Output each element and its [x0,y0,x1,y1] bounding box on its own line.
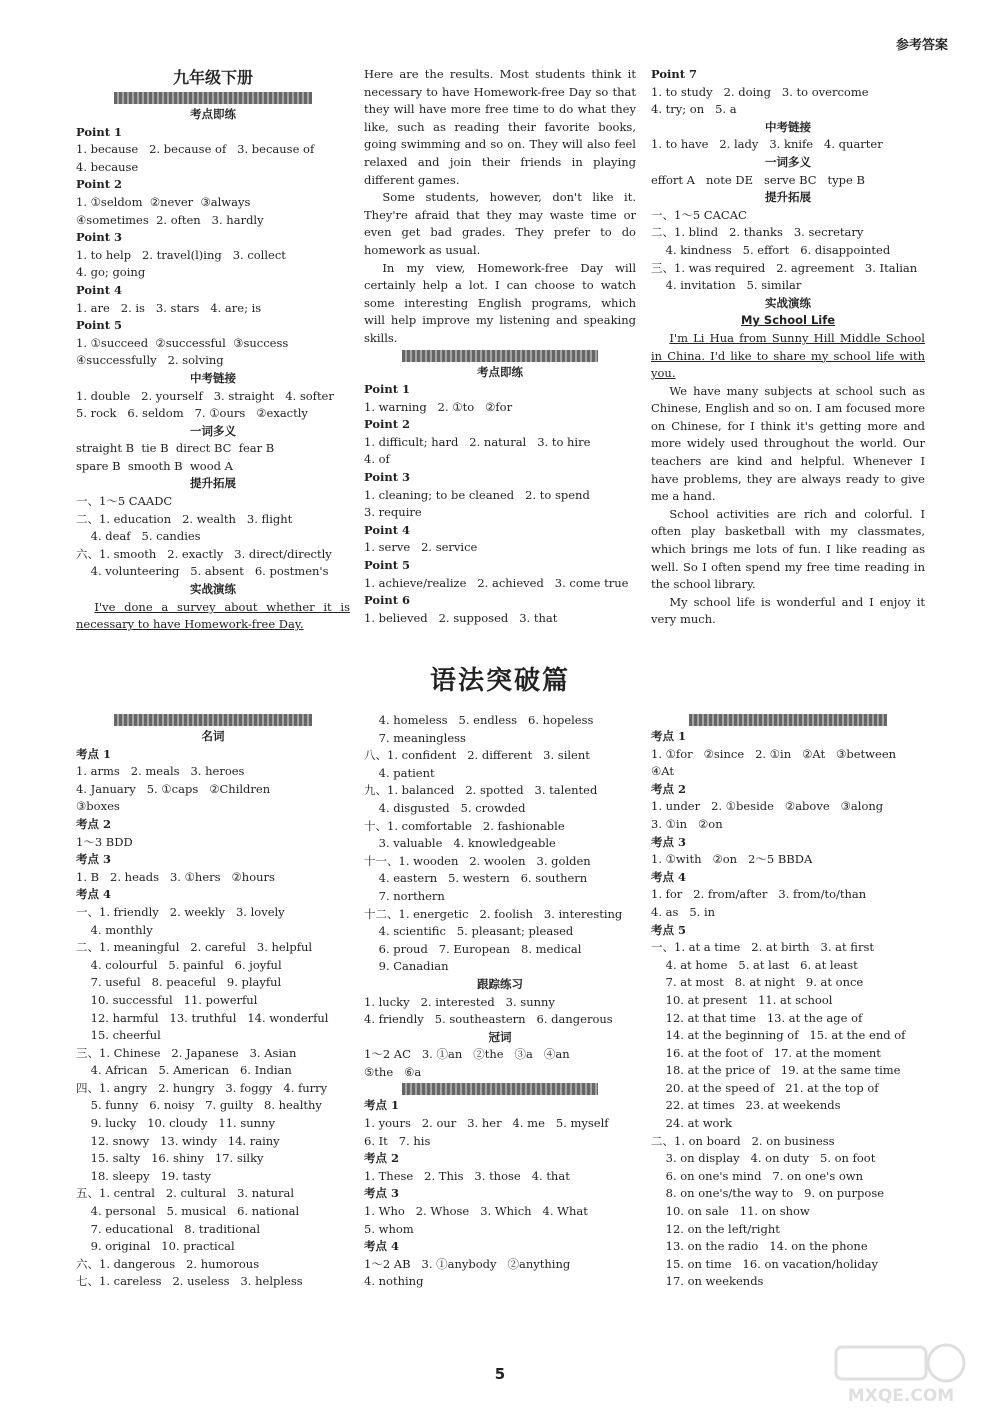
answer-line: effort A note DE serve BC type B [651,172,865,187]
answer-line: 五、1. central 2. cultural 3. natural [76,1186,295,1201]
essay-paragraph: School activities are rich and colorful. I often play basketball with my classmates, which brings me lots of fun. I like reading as well. So I often spend my free time reading in the school library. [651,506,925,592]
answer-line: 1. Who 2. Whose 3. Which 4. What [364,1204,588,1219]
subsection-heading: 一词多义 [765,154,811,169]
lesson-heading-bar [114,92,311,104]
answer-line: 4. patient [364,765,435,780]
answer-line: 1. achieve/realize 2. achieved 3. come true [364,575,629,590]
point-label: 考点 2 [364,1151,400,1166]
point-label: 考点 4 [76,887,112,902]
answer-line: 1. for 2. from/after 3. from/to/than [651,887,867,902]
answer-line: 4. as 5. in [651,904,716,919]
subsection-heading: 中考链接 [190,370,236,385]
answer-line: 1. ①succeed ②successful ③success [76,335,289,350]
answer-line: spare B smooth B wood A [76,458,233,473]
answer-line: 一、1～5 CACAC [651,207,747,222]
answer-line: 22. at times 23. at weekends [651,1098,841,1113]
lesson-heading-bar [402,1083,598,1095]
answer-line: 七、1. careless 2. useless 3. helpless [76,1274,303,1289]
answer-line: 7. northern [364,888,445,903]
answer-line: 10. successful 11. powerful [76,992,258,1007]
point-label: Point 4 [364,522,411,537]
answer-line: 12. harmful 13. truthful 14. wonderful [76,1010,329,1025]
answer-line: 5. funny 6. noisy 7. guilty 8. healthy [76,1098,322,1113]
answer-line: 1～3 BDD [76,834,133,849]
subsection-heading: 跟踪练习 [477,976,523,991]
subsection-heading: 实战演练 [765,295,811,310]
answer-line: 二、1. meaningful 2. careful 3. helpful [76,940,313,955]
page-number: 5 [494,1365,506,1383]
point-label: Point 7 [651,67,698,81]
point-label: Point 2 [76,177,123,192]
answer-line: 1～2 AB 3. ①anybody ②anything [364,1256,571,1271]
essay-paragraph: My school life is wonderful and I enjoy it very much. [651,594,925,627]
answer-line: 14. at the beginning of 15. at the end of [651,1028,906,1043]
answer-line: 二、1. on board 2. on business [651,1133,835,1148]
point-label: 考点 5 [651,922,687,937]
answer-line: 六、1. dangerous 2. humorous [76,1256,260,1271]
answer-line: 9. lucky 10. cloudy 11. sunny [76,1116,275,1131]
answer-line: 十、1. comfortable 2. fashionable [364,818,565,833]
point-label: 考点 3 [651,834,687,849]
answer-line: 1. serve 2. service [364,540,478,555]
answer-line: ④sometimes 2. often 3. hardly [76,212,264,227]
answer-line: 6. It 7. his [364,1133,431,1148]
answer-line: 1～2 AC 3. ①an ②the ③a ④an [364,1047,570,1062]
essay-paragraph: I'm Li Hua from Sunny Hill Middle School in China. I'd like to share my school life with you. [651,330,925,381]
answer-line: 1. lucky 2. interested 3. sunny [364,994,555,1009]
answer-line: 1. to study 2. doing 3. to overcome [651,84,869,99]
answer-line: 20. at the speed of 21. at the top of [651,1080,879,1095]
answer-line: 3. ①in ②on [651,816,723,831]
answer-line: 7. useful 8. peaceful 9. playful [76,975,282,990]
answer-line: 八、1. confident 2. different 3. silent [364,748,590,763]
answer-line: 十二、1. energetic 2. foolish 3. interesting [364,906,623,921]
answer-line: 7. educational 8. traditional [76,1221,261,1236]
answer-line: 1. are 2. is 3. stars 4. are; is [76,300,262,315]
answer-line: 4. invitation 5. similar [651,278,802,293]
lesson-heading-bar [402,350,598,362]
answer-line: 1. arms 2. meals 3. heroes [76,764,245,779]
answer-line: 4. friendly 5. southeastern 6. dangerous [364,1012,613,1027]
answer-line: 3. valuable 4. knowledgeable [364,836,556,851]
answer-line: 1. yours 2. our 3. her 4. me 5. myself [364,1116,609,1131]
point-label: 考点 1 [364,1098,400,1113]
answer-line: 15. cheerful [76,1028,161,1043]
answer-line: 3. on display 4. on duty 5. on foot [651,1151,876,1166]
answer-line: 4. because [76,159,139,174]
answer-line: 9. original 10. practical [76,1239,235,1254]
answer-line: 3. require [364,505,422,520]
answer-line: 1. difficult; hard 2. natural 3. to hire [364,434,591,449]
lesson-heading-bar [114,714,311,726]
answer-line: 1. double 2. yourself 3. straight 4. softer [76,388,334,403]
answer-column-2 [364,66,636,627]
answer-line: 4. monthly [76,922,153,937]
essay-paragraph: Here are the results. Most students think it necessary to have Homework-free Day so that they will have more free time to do what they like, such as reading their favorite books, going swimming and so on. They will also feel relaxed and join their friends in playing different games. [364,67,636,187]
section-title: 语法突破篇 [429,666,570,696]
answer-line: 4. January 5. ①caps ②Children [76,781,271,796]
answer-line: 17. on weekends [651,1274,764,1289]
answer-line: ③boxes [76,799,120,814]
point-label: 考点 2 [76,816,112,831]
answer-line: ⑤the ⑥a [364,1064,422,1079]
point-label: Point 6 [364,593,411,608]
point-label: Point 4 [76,282,123,297]
subsection-heading: 实战演练 [190,582,236,597]
answer-line: 4. homeless 5. endless 6. hopeless [364,713,594,727]
point-label: Point 1 [76,124,123,139]
answer-line: straight B tie B direct BC fear B [76,441,275,456]
subsection-heading: 中考链接 [765,119,811,134]
point-label: Point 5 [76,318,123,333]
point-label: 考点 1 [76,746,112,761]
answer-line: 1. to help 2. travel(l)ing 3. collect [76,247,286,262]
point-label: Point 5 [364,558,411,573]
point-label: Point 3 [364,470,411,485]
answer-line: 8. on one's/the way to 9. on purpose [651,1186,885,1201]
answer-line: 1. ①for ②since 2. ①in ②At ③between [651,746,897,761]
answer-line: 1. under 2. ①beside ②above ③along [651,799,884,814]
essay-title: My School Life [740,313,836,328]
answer-line: 18. sleepy 19. tasty [76,1168,212,1183]
point-label: Point 2 [364,417,411,432]
answer-line: 4. try; on 5. a [651,102,737,117]
essay-paragraph: Some students, however, don't like it. They're afraid that they may waste time or even get bad grades. They prefer to do homework as usual. [364,190,636,257]
answer-line: 4. kindness 5. effort 6. disappointed [651,242,891,257]
essay-paragraph: In my view, Homework-free Day will certainly help a lot. I can choose to watch some interesting English programs, which will help improve my listening and speaking skills. [364,260,636,345]
answer-line: 5. rock 6. seldom 7. ①ours ②exactly [76,406,308,421]
answer-column-5 [364,712,636,1291]
answer-line: 24. at work [651,1116,732,1131]
answer-line: 十一、1. wooden 2. woolen 3. golden [364,853,591,868]
answer-line: 九、1. balanced 2. spotted 3. talented [364,783,598,798]
answer-column-3 [651,66,925,629]
answer-line: 二、1. blind 2. thanks 3. secretary [651,225,864,240]
answer-line: 4. deaf 5. candies [76,529,201,544]
answer-line: 一、1. at a time 2. at birth 3. at first [651,940,874,955]
answer-line: 1. B 2. heads 3. ①hers ②hours [76,869,275,884]
answer-line: 6. on one's mind 7. on one's own [651,1168,864,1183]
answer-line: 10. on sale 11. on show [651,1204,810,1219]
answer-line: 6. proud 7. European 8. medical [364,941,582,956]
answer-line: 一、1～5 CAADC [76,494,173,509]
lesson-heading-bar [689,714,886,726]
point-label: Point 1 [364,382,411,397]
answer-line: 7. meaningless [364,730,466,745]
answer-line: 12. at that time 13. at the age of [651,1010,863,1025]
answer-line: 4. scientific 5. pleasant; pleased [364,924,574,939]
answer-line: ④successfully 2. solving [76,353,224,368]
point-label: 考点 4 [651,869,687,884]
watermark-logo-icon [816,1341,986,1407]
answer-line: 4. disgusted 5. crowded [364,800,526,815]
answer-column-1 [76,66,350,634]
answer-line: 三、1. was required 2. agreement 3. Italian [651,260,918,275]
essay-opening: I've done a survey about whether it is necessary to have Homework-free Day. [76,599,350,632]
answer-line: 三、1. Chinese 2. Japanese 3. Asian [76,1045,297,1060]
answer-line: 一、1. friendly 2. weekly 3. lovely [76,904,285,919]
answer-line: 4. African 5. American 6. Indian [76,1063,292,1078]
answer-line: 4. nothing [364,1274,424,1289]
answer-line: 7. at most 8. at night 9. at once [651,975,864,990]
point-label: 考点 1 [651,729,687,743]
answer-line: 4. colourful 5. painful 6. joyful [76,957,282,972]
answer-line: 1. ①seldom ②never ③always [76,194,251,209]
answer-line: 10. at present 11. at school [651,992,833,1007]
volume-heading: 九年级下册 [172,68,253,87]
answer-line: 1. to have 2. lady 3. knife 4. quarter [651,137,883,152]
point-label: 考点 2 [651,781,687,796]
point-label: Point 3 [76,230,123,245]
subsection-heading: 一词多义 [190,423,236,438]
subsection-heading: 考点即练 [190,107,236,121]
answer-line: 5. whom [364,1221,414,1236]
answer-line: 4. go; going [76,265,146,280]
answer-line: 4. eastern 5. western 6. southern [364,871,588,886]
answer-line: 1. ①with ②on 2～5 BBDA [651,852,813,867]
answer-line: 六、1. smooth 2. exactly 3. direct/directly [76,546,332,561]
watermark [816,1341,986,1407]
point-label: 考点 3 [76,852,112,867]
essay-paragraph: We have many subjects at school such as Chinese, English and so on. I am focused more on Chinese, for I think it's getting more and more widely used throughout the world. Our teachers are kind and helpful. Whenever I have problems, they are always ready to give me a hand. [651,383,925,504]
answer-line: 二、1. education 2. wealth 3. flight [76,511,293,526]
answer-line: 4. of [364,452,390,467]
point-label: 考点 3 [364,1186,400,1201]
subsection-heading: 提升拓展 [190,476,236,491]
answer-line: 4. at home 5. at last 6. at least [651,957,858,972]
subsection-heading: 考点即练 [477,364,523,379]
answer-line: 1. believed 2. supposed 3. that [364,610,558,625]
answer-line: 15. on time 16. on vacation/holiday [651,1256,879,1271]
subsection-heading: 冠词 [488,1029,512,1044]
subsection-heading: 名词 [201,729,225,743]
answer-column-6 [651,712,925,1291]
answer-line: 4. volunteering 5. absent 6. postmen's [76,564,329,579]
answer-line: 4. personal 5. musical 6. national [76,1204,300,1219]
answer-line: 9. Canadian [364,959,449,974]
answer-line: 16. at the foot of 17. at the moment [651,1045,881,1060]
answer-line: 15. salty 16. shiny 17. silky [76,1151,264,1166]
answer-line: 1. because 2. because of 3. because of [76,142,315,157]
answer-column-4 [76,712,350,1291]
answer-line: 18. at the price of 19. at the same time [651,1063,901,1078]
answer-line: 1. These 2. This 3. those 4. that [364,1168,570,1183]
watermark-text: MXQE.COM [847,1386,955,1406]
answer-line: 12. snowy 13. windy 14. rainy [76,1133,280,1148]
answer-line: 12. on the left/right [651,1221,780,1236]
answer-line: ④At [651,764,675,779]
page-corner-label: 参考答案 [895,38,948,53]
answer-line: 1. warning 2. ①to ②for [364,399,513,414]
answer-line: 13. on the radio 14. on the phone [651,1239,868,1254]
answer-line: 四、1. angry 2. hungry 3. foggy 4. furry [76,1080,328,1095]
answer-line: 1. cleaning; to be cleaned 2. to spend [364,487,590,502]
point-label: 考点 4 [364,1239,400,1254]
subsection-heading: 提升拓展 [765,190,811,205]
